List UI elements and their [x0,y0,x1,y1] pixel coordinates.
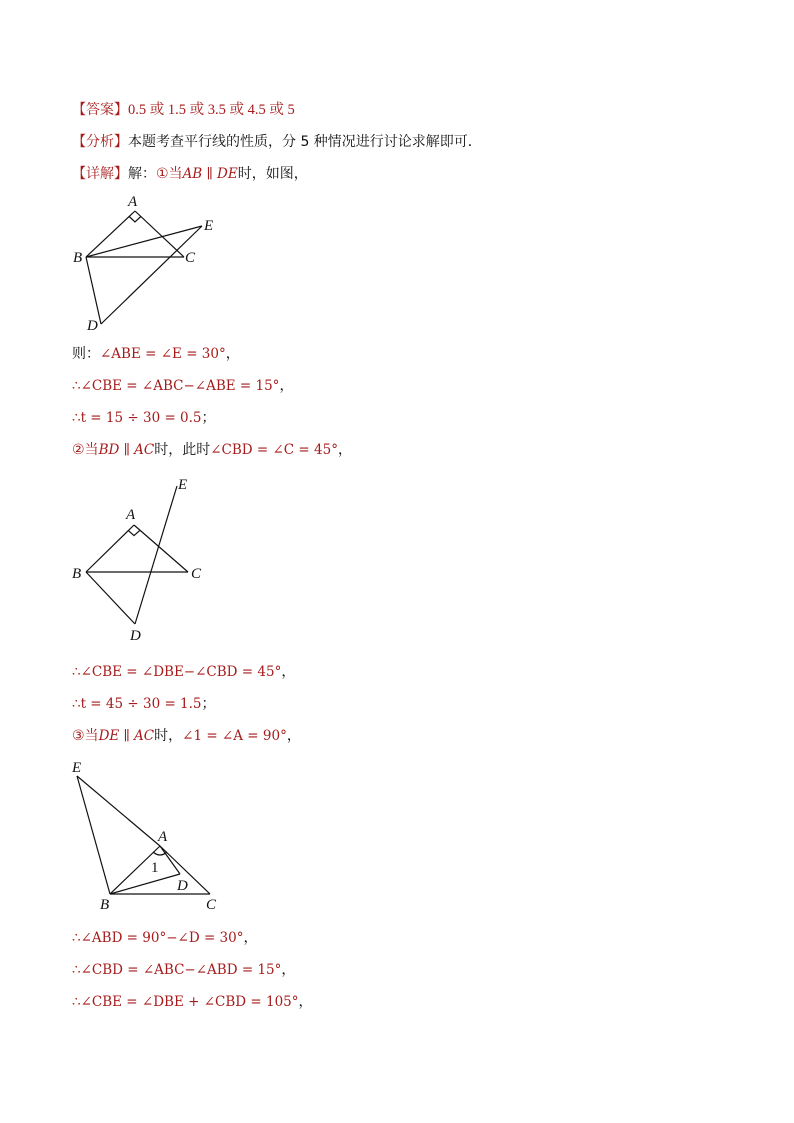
equation: ∴∠CBE = ∠DBE + ∠CBD = 105° [72,994,299,1010]
segment-AD [160,846,180,874]
case2-heading [72,440,352,460]
case2-condition: BD ∥ AC [98,442,155,458]
figure-case3 [60,752,240,917]
label-B: B [100,897,110,913]
segment-EA [77,776,160,846]
analysis-line [72,132,482,152]
case1-line2 [72,376,293,396]
equation: ∴∠CBD = ∠ABC−∠ABD = 15° [72,962,282,978]
segment-EB [77,776,110,894]
punct: ， [298,994,313,1010]
punct: ， [243,930,258,946]
segment-ED [101,226,202,324]
label-A: A [126,507,136,523]
right-angle-mark [128,531,139,536]
segment-BD [86,257,101,324]
case1-condition: AB ∥ DE [182,166,238,182]
punct: ， [225,346,240,362]
punct: ， [337,442,352,458]
case3-line1 [72,928,258,948]
label-C: C [191,566,202,582]
answer-tag: 【答案】 [72,102,128,118]
analysis-tag: 【分析】 [72,134,128,150]
figure-case2 [60,468,240,648]
label-angle-1: 1 [151,860,159,876]
case3-mid: 时， [154,728,183,744]
segment-DE [135,486,177,624]
label-A: A [128,194,138,210]
answer-line [72,100,295,120]
label-E: E [72,760,82,776]
equation: ∴∠CBE = ∠ABC−∠ABE = 15° [72,378,280,394]
answer-text: 0.5 或 1.5 或 3.5 或 4.5 或 5 [128,102,295,118]
segment-AC [134,525,188,572]
equation: ∠CBD = ∠C = 45° [210,442,338,458]
label-E: E [204,218,214,234]
case2-mid: 时，此时 [154,442,211,458]
case1-marker: ①当 [156,166,183,182]
case2-line2 [72,694,216,714]
case1-suffix: 时，如图， [237,166,308,182]
case3-condition: DE ∥ AC [98,728,155,744]
segment-BA [86,525,134,572]
case3-line2 [72,960,295,980]
equation: ∴∠ABD = 90°−∠D = 30° [72,930,244,946]
punct: ， [281,664,296,680]
segment-BD [86,572,135,624]
case2-marker: ②当 [72,442,99,458]
punct: ， [286,728,301,744]
label-C: C [185,250,196,266]
equation: ∴∠CBE = ∠DBE−∠CBD = 45° [72,664,282,680]
punct: ， [281,962,296,978]
label-B: B [72,566,82,582]
equation: ∠1 = ∠A = 90° [182,728,287,744]
case3-heading [72,726,301,746]
punct: ； [201,410,216,426]
label-D: D [130,628,141,644]
figure-case1 [60,190,240,335]
then-label: 则： [72,346,100,362]
label-D: D [87,318,98,334]
label-E: E [178,477,188,493]
case2-line1 [72,662,295,682]
label-D: D [177,878,188,894]
right-angle-mark [129,217,141,222]
detail-intro: 解： [128,166,156,182]
case3-line3 [72,992,313,1012]
equation: ∴t = 15 ÷ 30 = 0.5 [72,410,202,426]
analysis-text: 本题考查平行线的性质，分 5 种情况进行讨论求解即可． [128,134,482,150]
detail-line [72,164,308,184]
label-B: B [73,250,83,266]
punct: ， [279,378,294,394]
case1-line1 [72,344,240,364]
equation: ∠ABE = ∠E = 30° [100,346,226,362]
equation: ∴t = 45 ÷ 30 = 1.5 [72,696,202,712]
detail-tag: 【详解】 [72,166,128,182]
label-C: C [206,897,217,913]
punct: ； [201,696,216,712]
case3-marker: ③当 [72,728,99,744]
case1-line3 [72,408,216,428]
label-A: A [158,829,168,845]
